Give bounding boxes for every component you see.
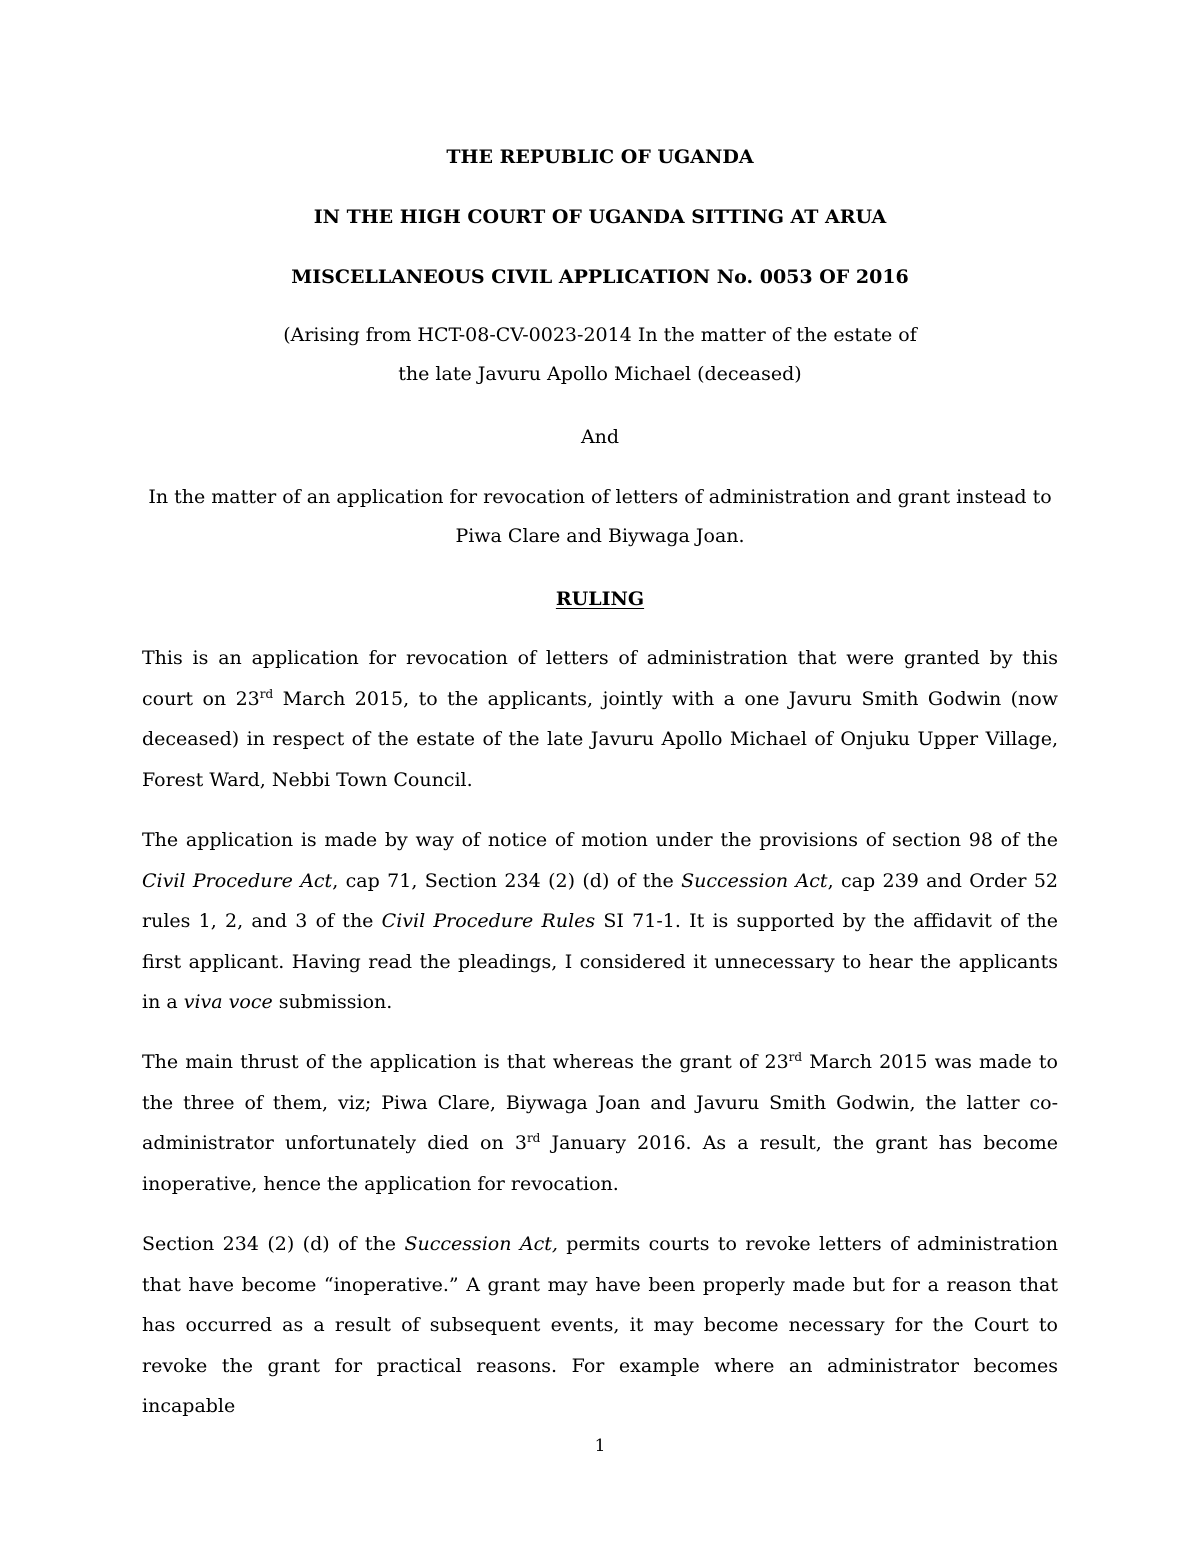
arising-line-2: the late Javuru Apollo Michael (deceased)	[398, 363, 802, 385]
p2-italic-civil-procedure-rules: Civil Procedure Rules	[381, 910, 596, 932]
paragraph-1	[142, 638, 1058, 800]
p1-text-a: This is an application for revocation of letters of administration that were granted by this court on 23	[142, 647, 1058, 710]
arising-line-1: (Arising from HCT-08-CV-0023-2014 In the matter of the estate of	[283, 324, 917, 346]
paragraph-3	[142, 1042, 1058, 1204]
header-republic: THE REPUBLIC OF UGANDA	[446, 146, 754, 168]
p4-text-a: Section 234 (2) (d) of the	[142, 1233, 405, 1255]
p2-text-d: SI 71-1. It is supported by the affidavit of the first applicant. Having read the pleadings, I considered it unnecessary to hear the applicants in a	[142, 910, 1058, 1013]
p3-text-a: The main thrust of the application is that whereas the grant of 23	[142, 1051, 789, 1073]
and-separator: And	[580, 426, 620, 448]
p4-italic-succession-act: Succession Act,	[404, 1233, 558, 1255]
p2-italic-succession-act: Succession Act	[681, 869, 828, 892]
p2-text-c: , cap 239 and Order 52 rules 1, 2, and 3 of the	[142, 869, 1058, 932]
matter-line-1: In the matter of an application for revocation of letters of administration and grant instead to	[148, 486, 1052, 508]
page-number: 1	[594, 1436, 606, 1456]
p1-superscript: rd	[259, 686, 274, 701]
paragraph-4	[142, 1224, 1058, 1427]
p2-text-b: , cap 71, Section 234 (2) (d) of the	[332, 869, 682, 892]
paragraph-2	[142, 820, 1058, 1023]
matter-block	[140, 478, 1060, 556]
header-court: IN THE HIGH COURT OF UGANDA SITTING AT ARUA	[313, 206, 887, 228]
p2-text-a: The application is made by way of notice of motion under the provisions of section 98 of the	[142, 829, 1058, 851]
header-application-number: MISCELLANEOUS CIVIL APPLICATION No. 0053 OF 2016	[291, 266, 909, 288]
matter-line-2: Piwa Clare and Biywaga Joan.	[455, 525, 745, 547]
p3-superscript-2: rd	[526, 1131, 541, 1145]
p4-text-b: permits courts to revoke letters of administration that have become “inoperative.” A grant may have been properly made but for a reason that has occurred as a result of subsequent events, it may become necessary for the Court to revoke the grant for practical reasons. For example where an administrator becomes incapable	[142, 1233, 1058, 1417]
ruling-heading: RULING	[555, 588, 645, 610]
p3-superscript-1: rd	[788, 1050, 803, 1064]
p1-text-b: March 2015, to the applicants, jointly with a one Javuru Smith Godwin (now deceased) in respect of the estate of the late Javuru Apollo Michael of Onjuku Upper Village, Forest Ward, Nebbi Town Council.	[142, 687, 1058, 791]
arising-from-block	[140, 316, 1060, 394]
p3-text-c: January 2016. As a result, the grant has become inoperative, hence the application for revocation.	[142, 1132, 1058, 1195]
p2-italic-civil-procedure-act: Civil Procedure Act	[142, 869, 333, 892]
p3-text-b: March 2015 was made to the three of them, viz; Piwa Clare, Biywaga Joan and Javuru Smith Godwin, the latter co-administrator unfortunately died on 3	[142, 1051, 1058, 1154]
p2-italic-viva-voce: viva voce	[183, 991, 273, 1013]
p2-text-e: submission.	[272, 991, 393, 1013]
